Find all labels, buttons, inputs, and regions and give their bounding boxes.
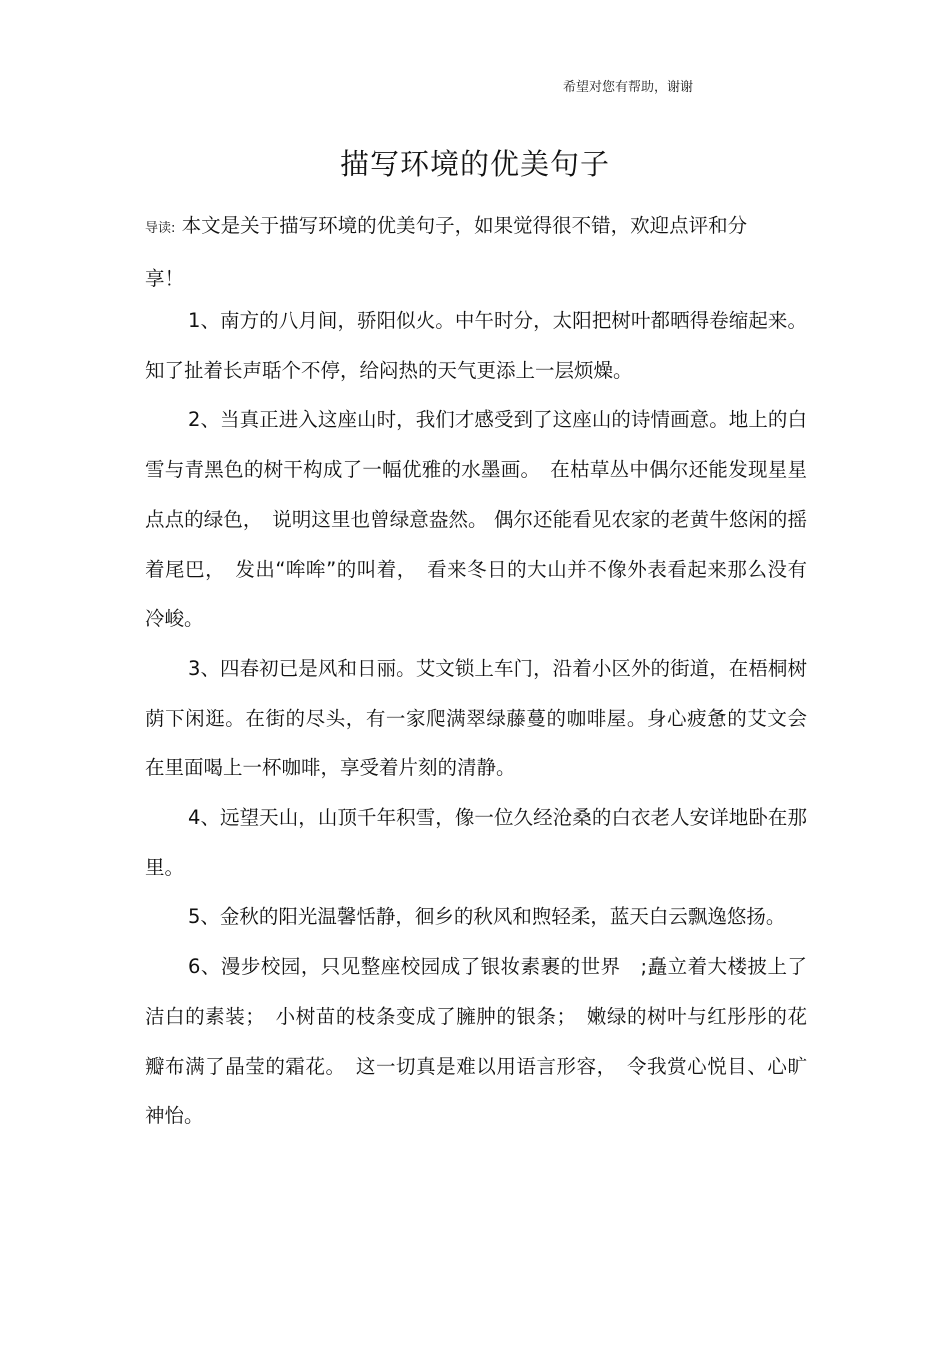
intro-paragraph bbox=[145, 201, 785, 304]
paragraph-5: 5、金秋的阳光温馨恬静，徊乡的秋风和煦轻柔，蓝天白云飘逸悠扬。 bbox=[188, 905, 786, 929]
paragraph-4: 4、远望天山，山顶千年积雪，像一位久经沧桑的白衣老人安详地卧在那里。 bbox=[145, 806, 807, 879]
intro-text: 本文是关于描写环境的优美句子，如果觉得很不错，欢迎点评和分享！ bbox=[145, 214, 748, 290]
header-note: 希望对您有帮助，谢谢 bbox=[563, 80, 694, 95]
intro-label: 导读: bbox=[145, 221, 176, 236]
body-text bbox=[145, 296, 807, 1141]
paragraph-3: 3、四春初已是风和日丽。艾文锁上车门，沿着小区外的街道，在梧桐树荫下闲逛。在街的尽头，有一家爬满翠绿藤蔓的咖啡屋。身心疲惫的艾文会在里面喝上一杯咖啡，享受着片刻的清静。 bbox=[145, 656, 807, 780]
paragraph-1: 1、南方的八月间，骄阳似火。中午时分，太阳把树叶都晒得卷缩起来。知了扯着长声聒个不停，给闷热的天气更添上一层烦燥。 bbox=[145, 309, 807, 382]
paragraph-2: 2、当真正进入这座山时，我们才感受到了这座山的诗情画意。地上的白雪与青黑色的树干构成了一幅优雅的水墨画。 在枯草丛中偶尔还能发现星星点点的绿色， 说明这里也曾绿意盎然。 偶尔还能看见农家的老黄牛悠闲的摇着尾巴， 发出“哞哞”的叫着， 看来冬日的大山并不像外表看起来那么没有冷峻。 bbox=[145, 408, 807, 631]
document-title: 描写环境的优美句子 bbox=[339, 147, 610, 181]
paragraph-6: 6、漫步校园，只见整座校园成了银妆素裹的世界 ;矗立着大楼披上了洁白的素装； 小树苗的枝条变成了臃肿的银条； 嫩绿的树叶与红彤彤的花瓣布满了晶莹的霜花。 这一切真是难以用语言形容， 令我赏心悦目、心旷神怡。 bbox=[145, 955, 807, 1128]
